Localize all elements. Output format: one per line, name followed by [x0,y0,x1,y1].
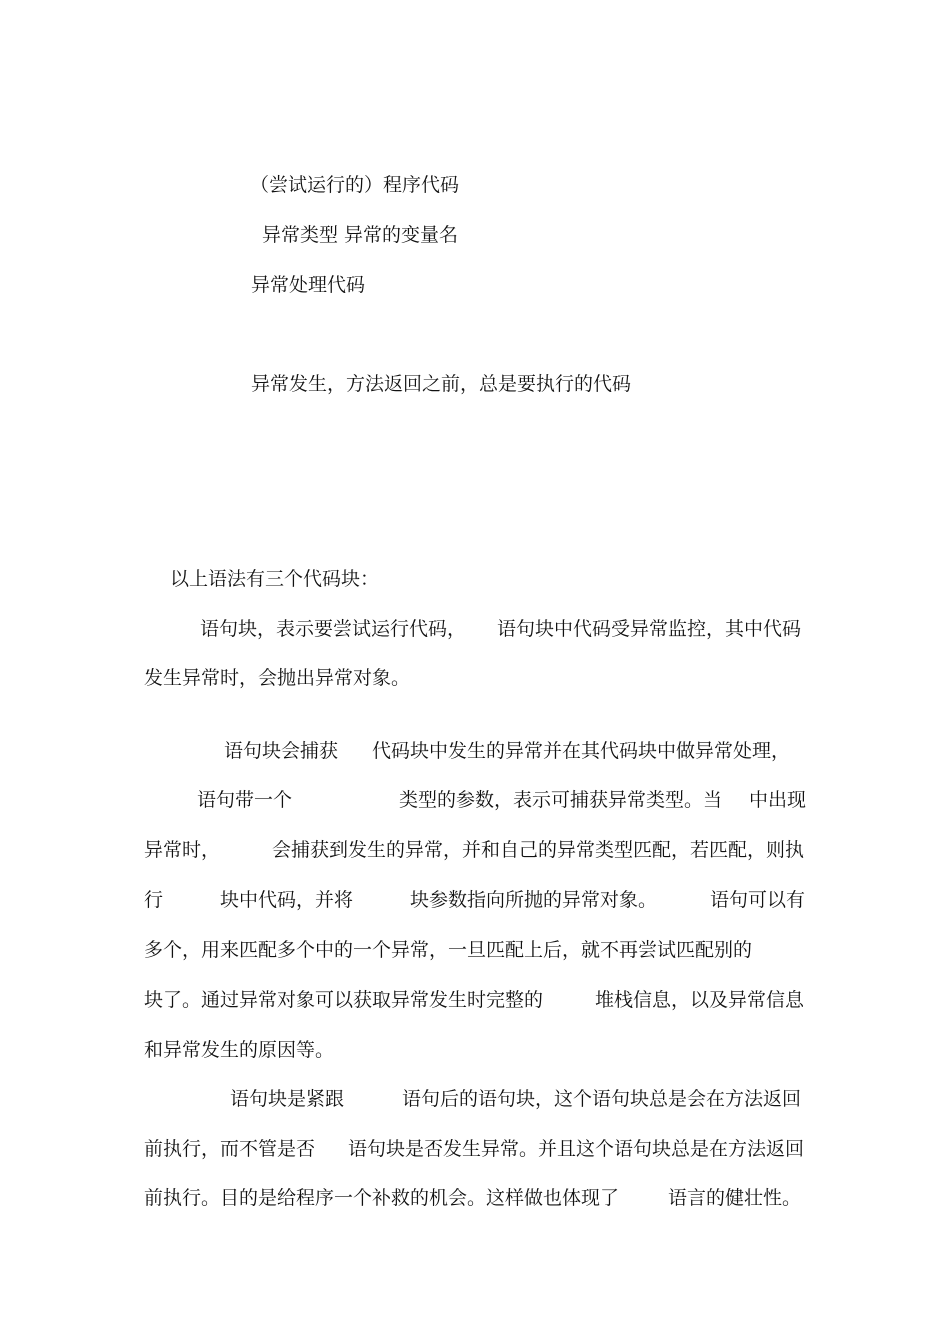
catch-para-line4b: 块中代码，并将 [220,889,354,911]
finally-para-line2b: 语句块是否发生异常。并且这个语句块总是在方法返回 [348,1138,805,1160]
catch-parameters: 异常类型 异常的变量名 [262,224,459,246]
try-para-line1a: 语句块，表示要尝试运行代码， [200,618,467,640]
catch-para-line3a: 异常时， [144,839,221,861]
finally-body: 异常发生，方法返回之前，总是要执行的代码 [251,373,632,395]
catch-para-line2a: 语句带一个 [197,789,293,811]
catch-para-line4c: 块参数指向所抛的异常对象。 [410,889,658,911]
catch-para-line6a: 块了。通过异常对象可以获取异常发生时完整的 [144,989,544,1011]
finally-para-line1a: 语句块是紧跟 [230,1088,345,1110]
catch-para-line4a: 行 [144,889,164,911]
try-para-line2: 发生异常时，会抛出异常对象。 [144,667,411,689]
catch-para-line6b: 堆栈信息，以及异常信息 [595,989,805,1011]
finally-para-line3a: 前执行。目的是给程序一个补救的机会。这样做也体现了 [144,1187,620,1209]
catch-para-line2c: 中出现 [749,789,807,811]
catch-para-line1a: 语句块会捕获 [224,740,339,762]
finally-para-line3b: 语言的健壮性。 [668,1187,802,1209]
catch-para-line5: 多个，用来匹配多个中的一个异常，一旦匹配上后，就不再尝试匹配别的 [144,939,753,961]
syntax-intro: 以上语法有三个代码块： [170,568,380,590]
catch-para-line7: 和异常发生的原因等。 [144,1039,335,1061]
finally-para-line2a: 前执行，而不管是否 [144,1138,316,1160]
catch-para-line3b: 会捕获到发生的异常，并和自己的异常类型匹配，若匹配，则执 [272,839,805,861]
try-code-comment: （尝试运行的）程序代码 [250,174,460,196]
catch-para-line4d: 语句可以有 [710,889,806,911]
try-para-line1b: 语句块中代码受异常监控，其中代码 [497,618,802,640]
catch-para-line1b: 代码块中发生的异常并在其代码块中做异常处理， [372,740,791,762]
finally-para-line1b: 语句后的语句块，这个语句块总是会在方法返回 [402,1088,802,1110]
catch-para-line2b: 类型的参数，表示可捕获异常类型。当 [399,789,723,811]
catch-handler-body: 异常处理代码 [251,274,366,296]
